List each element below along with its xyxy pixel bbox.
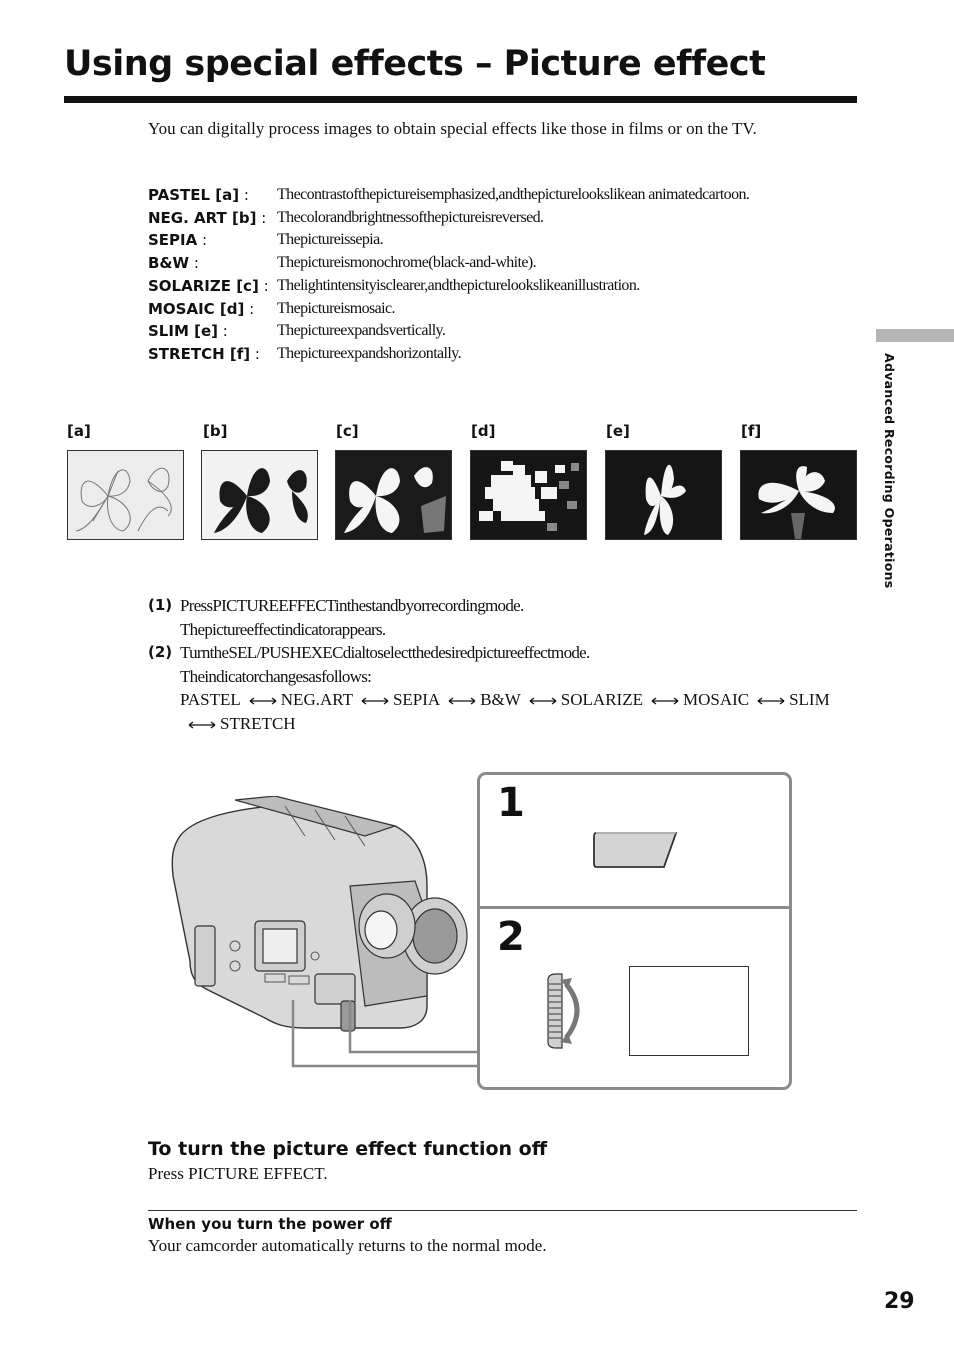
effect-row <box>148 298 848 321</box>
effect-row <box>148 229 848 252</box>
effect-colon: : <box>258 276 269 295</box>
thumbnail-label-c: [c] <box>336 422 359 440</box>
effect-colon: : <box>189 254 199 273</box>
mosaic-example-image <box>470 450 587 540</box>
effect-colon: : <box>239 186 249 204</box>
thumbnail-label-a: [a] <box>67 422 91 440</box>
step-number: (1) <box>148 596 173 614</box>
mode-slim: SLIM <box>789 690 830 709</box>
effect-colon: : <box>244 299 255 318</box>
turn-off-heading: To turn the picture effect function off <box>148 1138 548 1160</box>
effect-colon: : <box>197 231 208 250</box>
page-number: 29 <box>884 1289 915 1314</box>
effect-colon: : <box>250 344 260 363</box>
mode-neg-art: NEG.ART <box>280 690 353 709</box>
effect-description: Thepictureexpandsvertically. <box>277 322 446 340</box>
thumbnail-label-d: [d] <box>471 422 496 440</box>
effect-row <box>148 207 848 230</box>
effect-description: Thepictureismonochrome(black-and-white). <box>277 254 537 272</box>
double-arrow-icon <box>249 688 277 712</box>
title-rule <box>64 96 857 103</box>
effect-row <box>148 184 848 207</box>
step-result: Thepictureeffectindicatorappears. <box>180 619 386 639</box>
effect-name: STRETCH [f] <box>148 344 251 363</box>
effect-name: SOLARIZE [c] <box>148 276 259 295</box>
effects-list <box>148 184 848 366</box>
effect-name: SEPIA <box>148 231 198 250</box>
effect-name: B&W <box>148 254 190 273</box>
sel-push-exec-dial-icon <box>542 970 590 1052</box>
mode-stretch: STRETCH <box>220 713 296 733</box>
double-arrow-icon <box>529 688 557 712</box>
step-number: (2) <box>148 643 173 661</box>
page-title: Using special effects – Picture effect <box>64 44 766 84</box>
section-label: Advanced Recording Operations <box>882 353 897 589</box>
note-text: Your camcorder automatically returns to the normal mode. <box>148 1236 547 1255</box>
mode-sepia: SEPIA <box>392 690 441 709</box>
mode-mosaic: MOSAIC <box>682 690 750 709</box>
note-heading: When you turn the power off <box>148 1215 392 1233</box>
step-row <box>148 641 858 735</box>
step-row <box>148 594 858 641</box>
effect-row <box>148 252 848 275</box>
mode-solarize: SOLARIZE <box>560 690 643 709</box>
picture-effect-button <box>592 831 680 869</box>
effect-name: SLIM [e] <box>148 322 218 341</box>
step-instruction: TurntheSEL/PUSHEXECdialtoselectthedesiredpictureeffectmode. <box>180 643 590 662</box>
thumbnail-label-e: [e] <box>606 422 630 440</box>
double-arrow-icon <box>651 688 679 712</box>
slim-example-image <box>605 450 722 540</box>
thumbnail-label-b: [b] <box>203 422 228 440</box>
note-rule <box>148 1210 857 1211</box>
effect-row <box>148 343 848 366</box>
section-tab-bar <box>876 329 954 342</box>
turn-off-text: Press PICTURE EFFECT. <box>148 1164 328 1183</box>
mode-bw: B&W <box>480 690 521 709</box>
mode-pastel: PASTEL <box>180 690 241 709</box>
intro-paragraph: You can digitally process images to obtain special effects like those in films or on the TV. <box>148 119 757 138</box>
connector-lines <box>290 1000 482 1070</box>
pastel-example-image <box>67 450 184 540</box>
effect-description: Thepictureismosaic. <box>277 299 395 317</box>
effect-description: Thecolorandbrightnessofthepictureisreversed. <box>277 208 544 226</box>
mode-sequence <box>180 688 858 735</box>
solarize-example-image <box>335 450 452 540</box>
thumbnail-label-f: [f] <box>741 422 762 440</box>
step-result: Theindicatorchangesasfollows: <box>180 666 372 686</box>
effect-colon: : <box>256 208 267 227</box>
effect-description: Thelightintensityisclearer,andthepicturelookslikeanillustration. <box>277 276 640 294</box>
viewfinder-display <box>629 966 749 1056</box>
effect-colon: : <box>217 322 228 341</box>
stretch-example-image <box>740 450 857 540</box>
steps-list <box>148 594 858 735</box>
panel-divider <box>480 906 789 909</box>
double-arrow-icon <box>757 688 785 712</box>
double-arrow-icon <box>361 688 389 712</box>
step-instruction: PressPICTUREEFFECTinthestandbyorrecordingmode. <box>180 596 524 615</box>
effect-description: Thepictureissepia. <box>277 231 384 249</box>
diagram-step-2-number: 2 <box>497 914 525 960</box>
double-arrow-icon <box>188 712 216 736</box>
double-arrow-icon <box>448 688 476 712</box>
effect-name: PASTEL [a] <box>148 186 240 204</box>
effect-row <box>148 275 848 298</box>
effect-description: Thecontrastofthepictureisemphasized,andthepicturelookslikean animatedcartoon. <box>277 186 750 203</box>
effect-name: NEG. ART [b] <box>148 208 257 227</box>
neg-art-example-image <box>201 450 318 540</box>
effect-name: MOSAIC [d] <box>148 299 245 318</box>
diagram-step-1-number: 1 <box>497 780 525 826</box>
effect-description: Thepictureexpandshorizontally. <box>277 344 462 362</box>
effect-row <box>148 320 848 343</box>
